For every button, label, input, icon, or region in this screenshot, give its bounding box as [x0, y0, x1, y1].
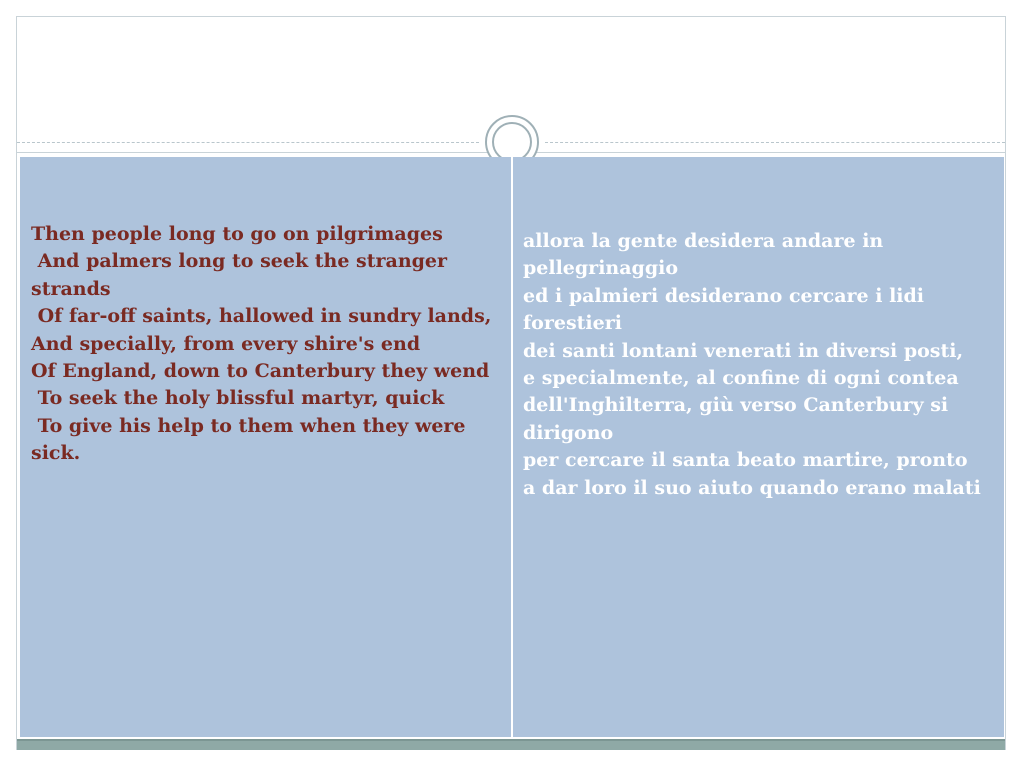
title-divider-right [545, 142, 1005, 143]
english-text-cell: Then people long to go on pilgrimages And palmers long to seek the stranger strands Of far-off saints, hallowed in sundry lands, And specially, from every shire's end Of England, down to Canterbury they wend To seek the holy blissful martyr, quick To give his help to them when they were sick. [20, 157, 511, 737]
translation-table [20, 157, 1004, 737]
circle-ornament-inner-icon [492, 122, 532, 162]
bottom-accent-line [17, 739, 1005, 741]
title-divider-left [17, 142, 479, 143]
italian-text-cell: allora la gente desidera andare in pellegrinaggio ed i palmieri desiderano cercare i lidi forestieri dei santi lontani venerati in diversi posti, e specialmente, al confine di ogni contea dell'Inghilterra, giù verso Canterbury si dirigono per cercare il santa beato martire, pronto a dar loro il suo aiuto quando erano malati [513, 157, 1004, 737]
